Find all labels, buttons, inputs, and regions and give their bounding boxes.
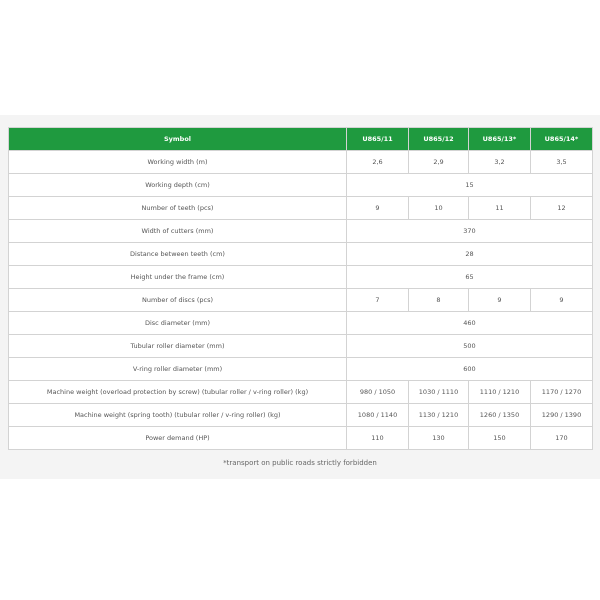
header-symbol: Symbol xyxy=(9,128,347,151)
cell-value: 3,5 xyxy=(531,151,593,174)
cell-value: 150 xyxy=(469,427,531,450)
cell-value: 12 xyxy=(531,197,593,220)
cell-value: 1260 / 1350 xyxy=(469,404,531,427)
cell-value: 10 xyxy=(409,197,469,220)
cell-value: 1110 / 1210 xyxy=(469,381,531,404)
cell-value-merged: 370 xyxy=(347,220,593,243)
cell-value: 7 xyxy=(347,289,409,312)
row-label: Power demand (HP) xyxy=(9,427,347,450)
row-label: Number of teeth (pcs) xyxy=(9,197,347,220)
cell-value: 8 xyxy=(409,289,469,312)
cell-value-merged: 28 xyxy=(347,243,593,266)
header-model-3: U865/13* xyxy=(469,128,531,151)
row-label: Tubular roller diameter (mm) xyxy=(9,335,347,358)
row-label: Working width (m) xyxy=(9,151,347,174)
cell-value: 1080 / 1140 xyxy=(347,404,409,427)
cell-value: 170 xyxy=(531,427,593,450)
row-label: Height under the frame (cm) xyxy=(9,266,347,289)
cell-value-merged: 500 xyxy=(347,335,593,358)
table-row xyxy=(9,381,593,404)
cell-value: 1030 / 1110 xyxy=(409,381,469,404)
table-row xyxy=(9,289,593,312)
cell-value: 9 xyxy=(347,197,409,220)
row-label: Width of cutters (mm) xyxy=(9,220,347,243)
row-label: V-ring roller diameter (mm) xyxy=(9,358,347,381)
table-row xyxy=(9,197,593,220)
cell-value: 110 xyxy=(347,427,409,450)
footnote: *transport on public roads strictly forbidden xyxy=(223,459,377,467)
header-model-2: U865/12 xyxy=(409,128,469,151)
cell-value: 1290 / 1390 xyxy=(531,404,593,427)
row-label: Machine weight (overload protection by screw) (tubular roller / v-ring roller) (kg) xyxy=(9,381,347,404)
cell-value-merged: 460 xyxy=(347,312,593,335)
cell-value-merged: 15 xyxy=(347,174,593,197)
cell-value-merged: 65 xyxy=(347,266,593,289)
cell-value: 3,2 xyxy=(469,151,531,174)
cell-value: 9 xyxy=(531,289,593,312)
table-row xyxy=(9,335,593,358)
table-row xyxy=(9,266,593,289)
cell-value: 1170 / 1270 xyxy=(531,381,593,404)
cell-value: 2,6 xyxy=(347,151,409,174)
spec-table xyxy=(8,127,593,450)
table-row xyxy=(9,427,593,450)
row-label: Machine weight (spring tooth) (tubular roller / v-ring roller) (kg) xyxy=(9,404,347,427)
row-label: Distance between teeth (cm) xyxy=(9,243,347,266)
cell-value: 11 xyxy=(469,197,531,220)
cell-value-merged: 600 xyxy=(347,358,593,381)
cell-value: 130 xyxy=(409,427,469,450)
row-label: Working depth (cm) xyxy=(9,174,347,197)
table-row xyxy=(9,312,593,335)
table-row xyxy=(9,151,593,174)
row-label: Disc diameter (mm) xyxy=(9,312,347,335)
table-row xyxy=(9,404,593,427)
table-row xyxy=(9,243,593,266)
cell-value: 1130 / 1210 xyxy=(409,404,469,427)
header-model-4: U865/14* xyxy=(531,128,593,151)
header-model-1: U865/11 xyxy=(347,128,409,151)
table-header-row xyxy=(9,128,593,151)
cell-value: 2,9 xyxy=(409,151,469,174)
table-row xyxy=(9,358,593,381)
cell-value: 980 / 1050 xyxy=(347,381,409,404)
cell-value: 9 xyxy=(469,289,531,312)
table-row xyxy=(9,174,593,197)
row-label: Number of discs (pcs) xyxy=(9,289,347,312)
table-row xyxy=(9,220,593,243)
